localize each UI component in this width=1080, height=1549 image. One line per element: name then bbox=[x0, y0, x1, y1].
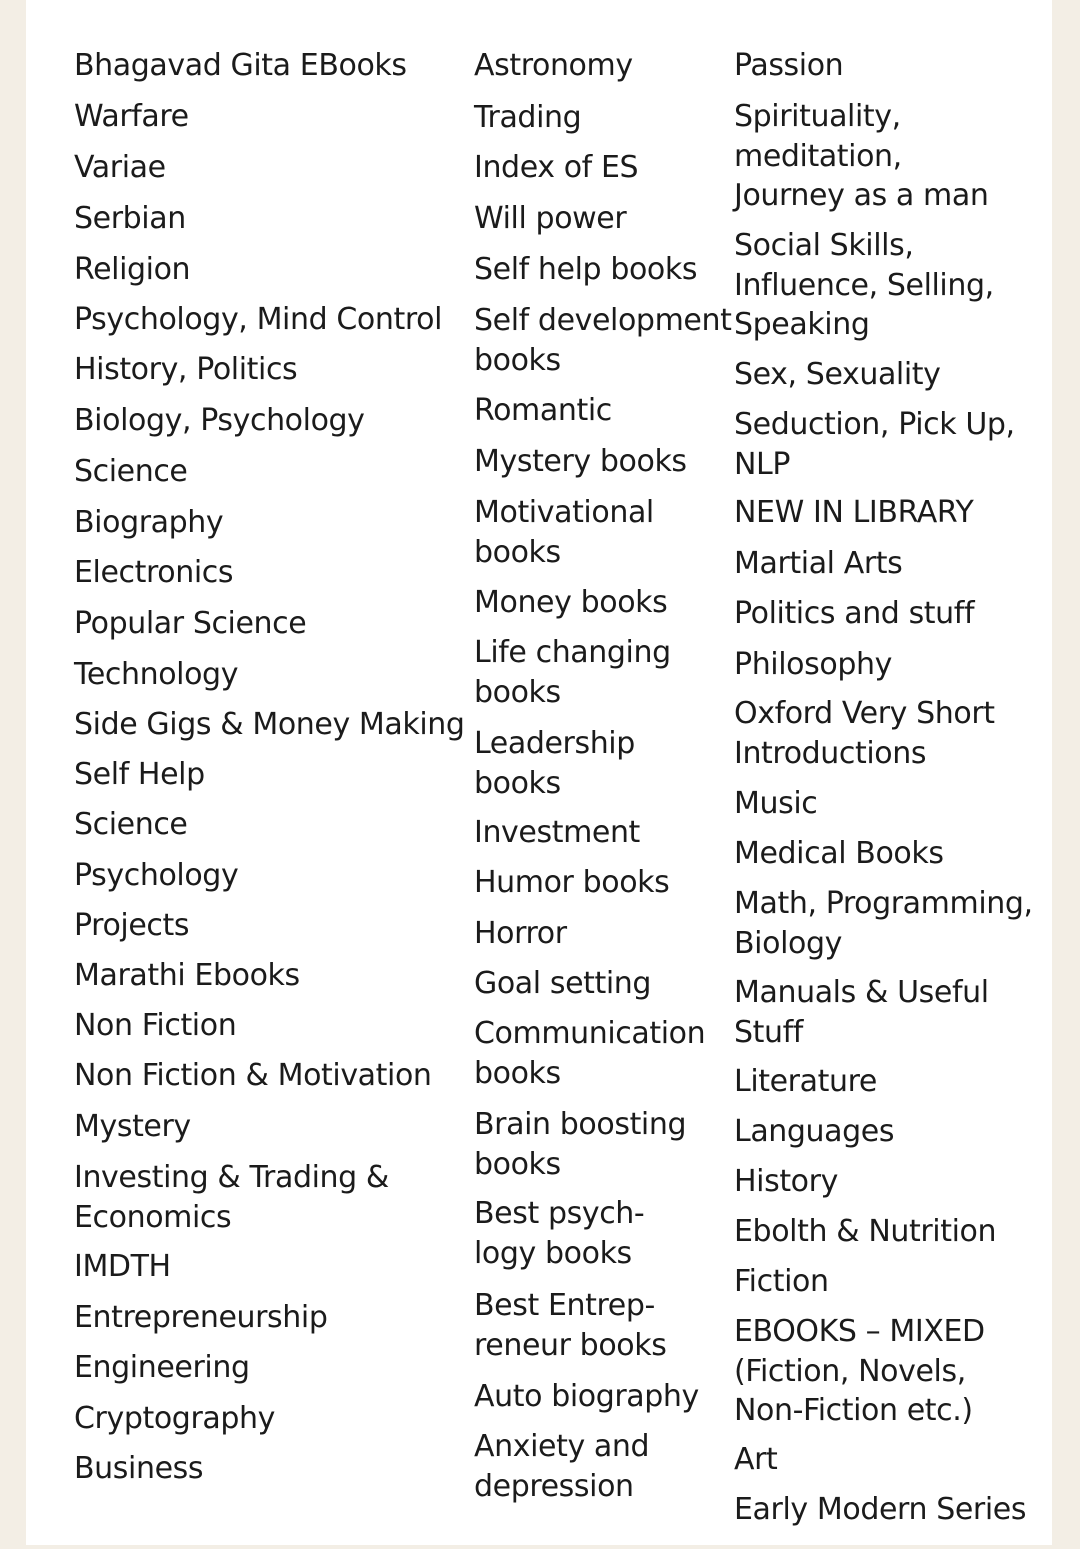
category-link[interactable] bbox=[734, 1162, 838, 1202]
category-label: Social Skills, bbox=[734, 228, 914, 263]
category-link[interactable] bbox=[474, 391, 612, 431]
category-label: Investment bbox=[474, 815, 640, 850]
category-label: Self help books bbox=[474, 252, 698, 287]
category-link[interactable] bbox=[734, 694, 995, 773]
category-label: depression bbox=[474, 1468, 634, 1504]
category-link[interactable] bbox=[74, 1006, 236, 1046]
category-link[interactable] bbox=[74, 906, 189, 946]
category-label: Business bbox=[74, 1451, 204, 1486]
category-link[interactable] bbox=[734, 1062, 877, 1102]
category-label: Technology bbox=[74, 657, 239, 692]
category-label: Ebolth & Nutrition bbox=[734, 1214, 997, 1249]
category-label: books bbox=[474, 674, 561, 710]
category-link[interactable] bbox=[474, 633, 671, 712]
category-link[interactable] bbox=[474, 148, 638, 188]
category-label: Goal setting bbox=[474, 966, 652, 1001]
category-label: Popular Science bbox=[74, 606, 307, 641]
category-link[interactable] bbox=[734, 1440, 777, 1480]
category-label: Politics and stuff bbox=[734, 596, 975, 631]
category-label: Self development bbox=[474, 303, 732, 338]
category-label: meditation, bbox=[734, 138, 902, 174]
category-link[interactable] bbox=[734, 226, 994, 345]
category-link[interactable] bbox=[74, 1158, 389, 1237]
category-label: Mystery bbox=[74, 1109, 191, 1144]
category-label: Literature bbox=[734, 1064, 877, 1099]
category-label: Auto biography bbox=[474, 1379, 699, 1414]
category-label: Fiction bbox=[734, 1264, 829, 1299]
category-label: Journey as a man bbox=[734, 178, 989, 213]
category-link[interactable] bbox=[74, 503, 223, 543]
category-link[interactable] bbox=[474, 1377, 699, 1417]
category-label: Life changing bbox=[474, 635, 671, 670]
category-label: NLP bbox=[734, 446, 791, 482]
category-link[interactable] bbox=[734, 1490, 1026, 1530]
category-label: reneur books bbox=[474, 1327, 667, 1363]
category-label: Philosophy bbox=[734, 647, 892, 682]
category-label: Money books bbox=[474, 585, 668, 620]
category-link[interactable] bbox=[74, 97, 189, 137]
category-link[interactable] bbox=[734, 1112, 894, 1152]
category-link[interactable] bbox=[474, 1427, 649, 1506]
category-link[interactable] bbox=[74, 705, 465, 745]
category-label: Early Modern Series bbox=[734, 1492, 1027, 1527]
category-label: Electronics bbox=[74, 555, 234, 590]
category-label: Seduction, Pick Up, bbox=[734, 407, 1015, 442]
category-label: History, Politics bbox=[74, 352, 298, 387]
category-label: Humor books bbox=[474, 865, 670, 900]
category-label: Serbian bbox=[74, 201, 186, 236]
category-label: Bhagavad Gita EBooks bbox=[74, 48, 407, 83]
category-label: Anxiety and bbox=[474, 1429, 650, 1464]
category-label: Passion bbox=[734, 48, 844, 83]
category-label: Stuff bbox=[734, 1014, 803, 1050]
category-label: Art bbox=[734, 1442, 778, 1477]
category-link[interactable] bbox=[734, 884, 1033, 963]
category-label: Brain boosting bbox=[474, 1107, 687, 1142]
category-link[interactable] bbox=[74, 755, 205, 795]
category-link[interactable] bbox=[474, 250, 697, 290]
category-label: Communication bbox=[474, 1016, 706, 1051]
category-link[interactable] bbox=[734, 405, 1015, 484]
category-link[interactable] bbox=[734, 493, 973, 533]
category-link[interactable] bbox=[734, 1312, 985, 1431]
category-label: Biology bbox=[734, 925, 842, 961]
category-label: Variae bbox=[74, 150, 166, 185]
category-label: logy books bbox=[474, 1235, 632, 1271]
category-link[interactable] bbox=[74, 604, 306, 644]
category-label: Non-Fiction etc.) bbox=[734, 1393, 973, 1428]
category-label: Trading bbox=[474, 100, 582, 135]
category-link[interactable] bbox=[734, 1262, 829, 1302]
category-link[interactable] bbox=[474, 199, 626, 239]
category-link[interactable] bbox=[734, 46, 843, 86]
category-link[interactable] bbox=[74, 1348, 250, 1388]
category-label: Marathi Ebooks bbox=[74, 958, 300, 993]
category-label: Entrepreneurship bbox=[74, 1300, 328, 1335]
category-link[interactable] bbox=[74, 553, 233, 593]
category-link[interactable] bbox=[474, 583, 667, 623]
category-link[interactable] bbox=[474, 442, 687, 482]
category-link[interactable] bbox=[474, 1286, 666, 1365]
category-link[interactable] bbox=[74, 350, 297, 390]
category-link[interactable] bbox=[74, 250, 190, 290]
category-link[interactable] bbox=[474, 46, 633, 86]
category-label: Introductions bbox=[734, 735, 927, 771]
category-label: Religion bbox=[74, 252, 191, 287]
category-label: Psychology bbox=[74, 858, 239, 893]
category-label: NEW IN LIBRARY bbox=[734, 495, 974, 530]
category-link[interactable] bbox=[734, 645, 892, 685]
category-link[interactable] bbox=[474, 914, 567, 954]
category-link[interactable] bbox=[734, 544, 902, 584]
category-link[interactable] bbox=[474, 98, 581, 138]
category-link[interactable] bbox=[734, 355, 941, 395]
category-label: Warfare bbox=[74, 99, 189, 134]
category-link[interactable] bbox=[74, 1449, 203, 1489]
category-label: Spirituality, bbox=[734, 99, 901, 134]
category-link[interactable] bbox=[734, 973, 989, 1052]
category-link[interactable] bbox=[474, 301, 731, 380]
category-label: Influence, Selling, bbox=[734, 267, 994, 303]
category-link[interactable] bbox=[734, 834, 944, 874]
category-link[interactable] bbox=[474, 813, 640, 853]
category-label: History bbox=[734, 1164, 838, 1199]
category-label: Science bbox=[74, 807, 188, 842]
category-label: Cryptography bbox=[74, 1401, 275, 1436]
category-label: books bbox=[474, 342, 561, 378]
category-label: Self Help bbox=[74, 757, 205, 792]
category-label: Will power bbox=[474, 201, 627, 236]
category-label: Romantic bbox=[474, 393, 612, 428]
category-label: books bbox=[474, 765, 561, 801]
category-label: Best Entrep- bbox=[474, 1288, 655, 1323]
category-label: Economics bbox=[74, 1199, 232, 1235]
category-link[interactable] bbox=[74, 1107, 191, 1147]
category-label: Music bbox=[734, 786, 818, 821]
category-label: Mystery books bbox=[474, 444, 687, 479]
category-label: Projects bbox=[74, 908, 190, 943]
category-link[interactable] bbox=[474, 1105, 686, 1184]
category-link[interactable] bbox=[74, 956, 300, 996]
category-label: Martial Arts bbox=[734, 546, 903, 581]
category-link[interactable] bbox=[474, 1194, 644, 1273]
category-label: Motivational bbox=[474, 495, 654, 530]
category-link[interactable] bbox=[74, 46, 407, 86]
category-label: Astronomy bbox=[474, 48, 633, 83]
category-link[interactable] bbox=[74, 1298, 327, 1338]
category-label: books bbox=[474, 534, 561, 570]
category-link[interactable] bbox=[74, 148, 166, 188]
category-label: Engineering bbox=[74, 1350, 250, 1385]
category-label: Science bbox=[74, 454, 188, 489]
category-link[interactable] bbox=[474, 493, 654, 572]
category-label: Best psych- bbox=[474, 1196, 645, 1231]
category-label: Biology, Psychology bbox=[74, 403, 365, 438]
category-link[interactable] bbox=[474, 863, 669, 903]
category-link[interactable] bbox=[734, 784, 817, 824]
category-label: Oxford Very Short bbox=[734, 696, 995, 731]
category-link[interactable] bbox=[74, 452, 188, 492]
category-link[interactable] bbox=[734, 594, 974, 634]
category-label: Index of ES bbox=[474, 150, 639, 185]
category-label: Biography bbox=[74, 505, 224, 540]
category-link[interactable] bbox=[74, 1399, 275, 1439]
category-link[interactable] bbox=[74, 805, 188, 845]
category-label: Investing & Trading & bbox=[74, 1160, 389, 1195]
category-link[interactable] bbox=[734, 1212, 996, 1252]
category-label: Non Fiction bbox=[74, 1008, 237, 1043]
category-label: Sex, Sexuality bbox=[734, 357, 941, 392]
category-label: Speaking bbox=[734, 307, 870, 342]
category-label: books bbox=[474, 1146, 561, 1182]
category-label: IMDTH bbox=[74, 1249, 171, 1284]
category-label: Non Fiction & Motivation bbox=[74, 1058, 432, 1093]
category-link[interactable] bbox=[734, 97, 988, 216]
category-link[interactable] bbox=[74, 199, 186, 239]
category-label: books bbox=[474, 1055, 561, 1091]
category-link[interactable] bbox=[474, 724, 635, 803]
category-label: Medical Books bbox=[734, 836, 944, 871]
category-label: Languages bbox=[734, 1114, 895, 1149]
category-link[interactable] bbox=[474, 964, 651, 1004]
category-label: Side Gigs & Money Making bbox=[74, 707, 465, 742]
category-link[interactable] bbox=[74, 655, 238, 695]
category-label: EBOOKS – MIXED bbox=[734, 1314, 985, 1349]
category-label: Manuals & Useful bbox=[734, 975, 989, 1010]
category-link[interactable] bbox=[74, 1056, 432, 1096]
category-label: Math, Programming, bbox=[734, 886, 1033, 921]
category-label: Leadership bbox=[474, 726, 635, 761]
category-link[interactable] bbox=[74, 401, 365, 441]
category-link[interactable] bbox=[74, 856, 238, 896]
category-label: (Fiction, Novels, bbox=[734, 1353, 966, 1389]
category-label: Horror bbox=[474, 916, 567, 951]
category-link[interactable] bbox=[474, 1014, 705, 1093]
category-link[interactable] bbox=[74, 1247, 171, 1287]
category-link[interactable] bbox=[74, 300, 442, 340]
category-label: Psychology, Mind Control bbox=[74, 302, 443, 337]
